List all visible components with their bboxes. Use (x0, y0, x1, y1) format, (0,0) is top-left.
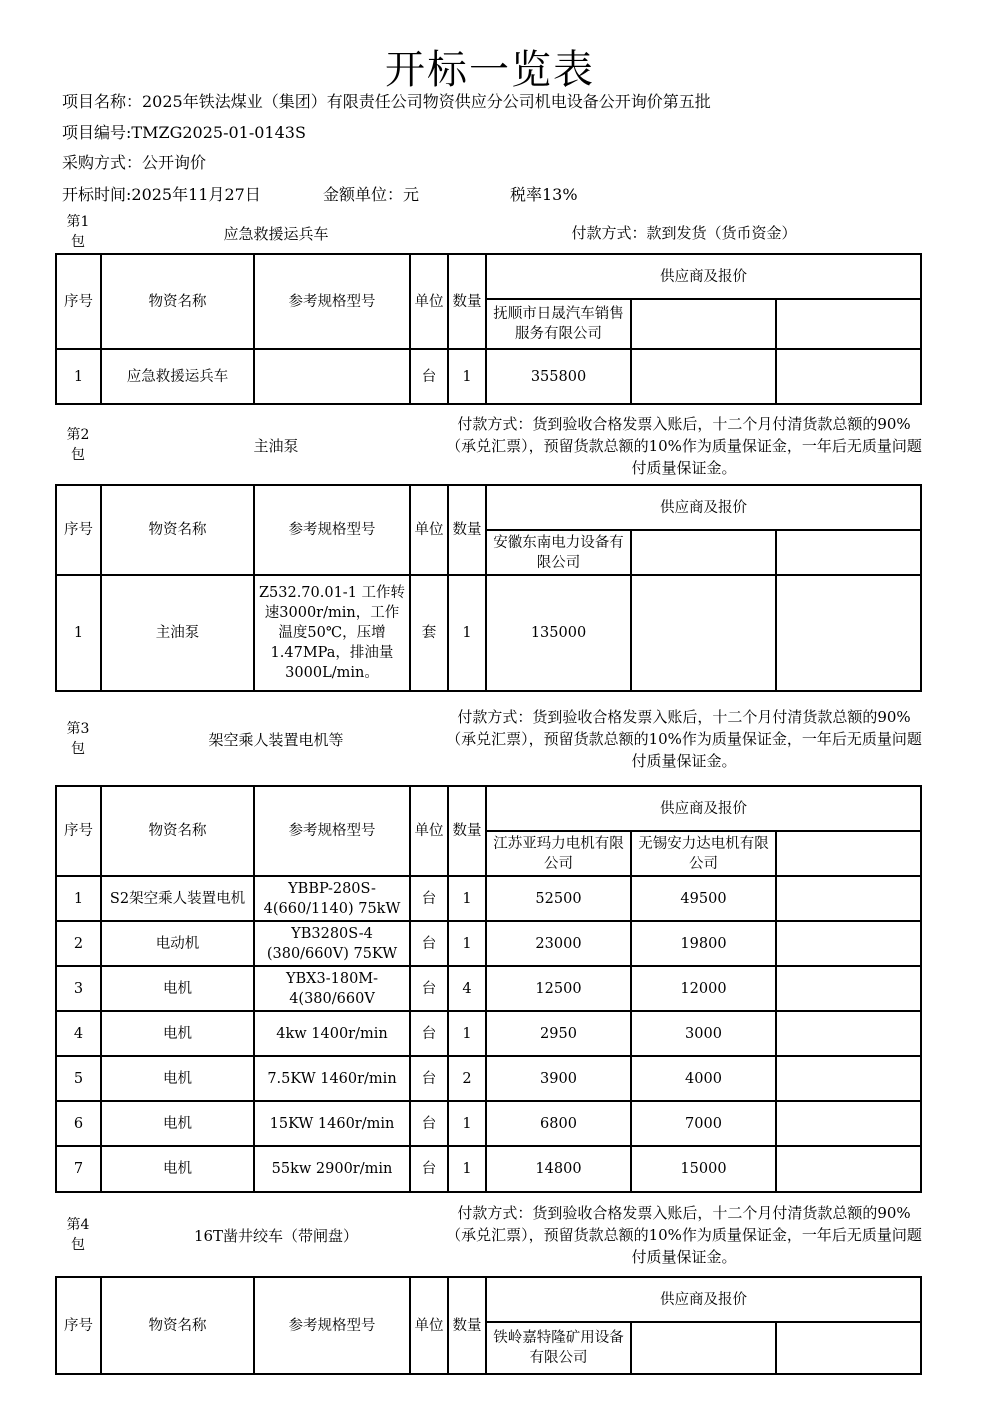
cell-qty: 1 (448, 876, 486, 921)
cell-no: 5 (56, 1056, 101, 1101)
payment-terms: 付款方式：货到验收合格发票入账后，十二个月付清货款总额的90%（承兑汇票），预留货款总额的10%作为质量保证金，一年后无质量问题付质量保证金。 (446, 708, 922, 770)
cell-name: 应急救援运兵车 (101, 349, 254, 404)
cell-price (776, 921, 921, 966)
cell-price (776, 876, 921, 921)
cell-unit: 套 (410, 575, 448, 691)
table-row (56, 1146, 921, 1192)
header-row (56, 485, 921, 530)
cell-price: 15000 (631, 1146, 776, 1192)
cell-no: 4 (56, 1011, 101, 1056)
cell-unit: 台 (410, 349, 448, 404)
cell-price: 12500 (486, 966, 631, 1011)
cell-price: 6800 (486, 1101, 631, 1146)
header-row (56, 1277, 921, 1322)
supplier-name: 江苏亚玛力电机有限公司 (486, 831, 631, 876)
supplier-name: 无锡安力达电机有限公司 (631, 831, 776, 876)
supplier-name (631, 1322, 776, 1374)
cell-qty: 1 (448, 1101, 486, 1146)
cell-price (776, 575, 921, 691)
package-label: 第1包 (66, 214, 90, 250)
tax-rate: 税率13% (510, 185, 578, 204)
cell-price (776, 1056, 921, 1101)
cell-no: 1 (56, 876, 101, 921)
supplier-name (776, 299, 921, 349)
header-unit: 单位 (410, 1277, 448, 1374)
header-spec: 参考规格型号 (254, 254, 410, 349)
header-supplier: 供应商及报价 (486, 786, 921, 831)
header-unit: 单位 (410, 786, 448, 876)
header-spec: 参考规格型号 (254, 485, 410, 575)
cell-name: 电动机 (101, 921, 254, 966)
cell-qty: 1 (448, 575, 486, 691)
header-no: 序号 (56, 485, 101, 575)
supplier-name: 抚顺市日晟汽车销售服务有限公司 (486, 299, 631, 349)
cell-spec: YB3280S-4 (380/660V) 75KW (254, 921, 410, 966)
supplier-name (631, 299, 776, 349)
cell-qty: 1 (448, 349, 486, 404)
cell-qty: 1 (448, 1011, 486, 1056)
header-qty: 数量 (448, 786, 486, 876)
cell-price (776, 349, 921, 404)
cell-qty: 1 (448, 1146, 486, 1192)
cell-spec (254, 349, 410, 404)
cell-unit: 台 (410, 1101, 448, 1146)
table-row (56, 349, 921, 404)
table-row (56, 876, 921, 921)
payment-terms: 付款方式：货到验收合格发票入账后，十二个月付清货款总额的90%（承兑汇票），预留货款总额的10%作为质量保证金，一年后无质量问题付质量保证金。 (446, 1204, 922, 1266)
supplier-name (776, 1322, 921, 1374)
package-name: 主油泵 (253, 437, 299, 455)
page-title: 开标一览表 (385, 47, 595, 93)
cell-unit: 台 (410, 1146, 448, 1192)
cell-no: 2 (56, 921, 101, 966)
cell-name: 电机 (101, 1056, 254, 1101)
procurement-method: 采购方式：公开询价 (62, 153, 207, 172)
cell-price: 19800 (631, 921, 776, 966)
project-name: 项目名称：2025年铁法煤业（集团）有限责任公司物资供应分公司机电设备公开询价第五批 (62, 92, 711, 111)
cell-unit: 台 (410, 921, 448, 966)
supplier-name: 安徽东南电力设备有限公司 (486, 530, 631, 575)
cell-spec: 15KW 1460r/min (254, 1101, 410, 1146)
cell-price: 23000 (486, 921, 631, 966)
cell-spec: YBX3-180M-4(380/660V (254, 966, 410, 1011)
open-time: 开标时间:2025年11月27日 (62, 185, 261, 204)
header-name: 物资名称 (101, 254, 254, 349)
cell-spec: 55kw 2900r/min (254, 1146, 410, 1192)
header-name: 物资名称 (101, 786, 254, 876)
cell-price: 135000 (486, 575, 631, 691)
cell-price (631, 575, 776, 691)
package-label: 第3包 (66, 721, 90, 757)
cell-name: 电机 (101, 966, 254, 1011)
supplier-name: 铁岭嘉特隆矿用设备有限公司 (486, 1322, 631, 1374)
cell-price: 355800 (486, 349, 631, 404)
cell-price (776, 966, 921, 1011)
package-name: 架空乘人装置电机等 (208, 731, 344, 749)
cell-price (776, 1011, 921, 1056)
cell-price (776, 1101, 921, 1146)
table-row (56, 1101, 921, 1146)
header-supplier: 供应商及报价 (486, 485, 921, 530)
header-row (56, 786, 921, 831)
bid-table-2 (55, 484, 922, 692)
payment-terms: 付款方式：货到验收合格发票入账后，十二个月付清货款总额的90%（承兑汇票），预留货款总额的10%作为质量保证金，一年后无质量问题付质量保证金。 (446, 415, 922, 477)
cell-price: 14800 (486, 1146, 631, 1192)
cell-price: 4000 (631, 1056, 776, 1101)
cell-spec: YBBP-280S-4(660/1140) 75kW (254, 876, 410, 921)
cell-price: 12000 (631, 966, 776, 1011)
header-spec: 参考规格型号 (254, 1277, 410, 1374)
table-row (56, 575, 921, 691)
cell-spec: Z532.70.01-1 工作转速3000r/min，工作温度50℃，压增1.47MPa，排油量3000L/min。 (254, 575, 410, 691)
cell-no: 7 (56, 1146, 101, 1192)
cell-price: 49500 (631, 876, 776, 921)
cell-no: 1 (56, 349, 101, 404)
cell-spec: 7.5KW 1460r/min (254, 1056, 410, 1101)
header-no: 序号 (56, 254, 101, 349)
cell-name: 电机 (101, 1011, 254, 1056)
cell-no: 1 (56, 575, 101, 691)
currency-unit: 金额单位：元 (323, 185, 420, 204)
cell-price: 52500 (486, 876, 631, 921)
cell-spec: 4kw 1400r/min (254, 1011, 410, 1056)
cell-unit: 台 (410, 966, 448, 1011)
header-name: 物资名称 (101, 1277, 254, 1374)
cell-unit: 台 (410, 1056, 448, 1101)
header-qty: 数量 (448, 254, 486, 349)
project-number: 项目编号:TMZG2025-01-0143S (62, 123, 306, 142)
bid-table-3 (55, 785, 922, 1193)
header-row (56, 254, 921, 299)
cell-qty: 1 (448, 921, 486, 966)
table-row (56, 1056, 921, 1101)
cell-qty: 4 (448, 966, 486, 1011)
payment-terms: 付款方式：款到发货（货币资金） (571, 224, 797, 242)
cell-unit: 台 (410, 1011, 448, 1056)
supplier-name (776, 831, 921, 876)
cell-price: 7000 (631, 1101, 776, 1146)
bid-table-1 (55, 253, 922, 405)
header-unit: 单位 (410, 485, 448, 575)
cell-price: 3000 (631, 1011, 776, 1056)
package-name: 应急救援运兵车 (223, 225, 329, 243)
cell-no: 6 (56, 1101, 101, 1146)
cell-name: 电机 (101, 1101, 254, 1146)
cell-price: 2950 (486, 1011, 631, 1056)
header-supplier: 供应商及报价 (486, 254, 921, 299)
cell-price (631, 349, 776, 404)
header-qty: 数量 (448, 485, 486, 575)
header-unit: 单位 (410, 254, 448, 349)
header-no: 序号 (56, 1277, 101, 1374)
header-name: 物资名称 (101, 485, 254, 575)
supplier-name (631, 530, 776, 575)
table-row (56, 1011, 921, 1056)
header-qty: 数量 (448, 1277, 486, 1374)
header-no: 序号 (56, 786, 101, 876)
table-row (56, 921, 921, 966)
header-spec: 参考规格型号 (254, 786, 410, 876)
cell-unit: 台 (410, 876, 448, 921)
supplier-name (776, 530, 921, 575)
table-row (56, 966, 921, 1011)
package-label: 第2包 (66, 427, 90, 463)
cell-price: 3900 (486, 1056, 631, 1101)
bid-table-4 (55, 1276, 922, 1375)
cell-name: 电机 (101, 1146, 254, 1192)
cell-name: S2架空乘人装置电机 (101, 876, 254, 921)
package-label: 第4包 (66, 1217, 90, 1253)
header-supplier: 供应商及报价 (486, 1277, 921, 1322)
cell-name: 主油泵 (101, 575, 254, 691)
cell-qty: 2 (448, 1056, 486, 1101)
cell-no: 3 (56, 966, 101, 1011)
cell-price (776, 1146, 921, 1192)
package-name: 16T凿井绞车（带闸盘） (193, 1227, 359, 1245)
